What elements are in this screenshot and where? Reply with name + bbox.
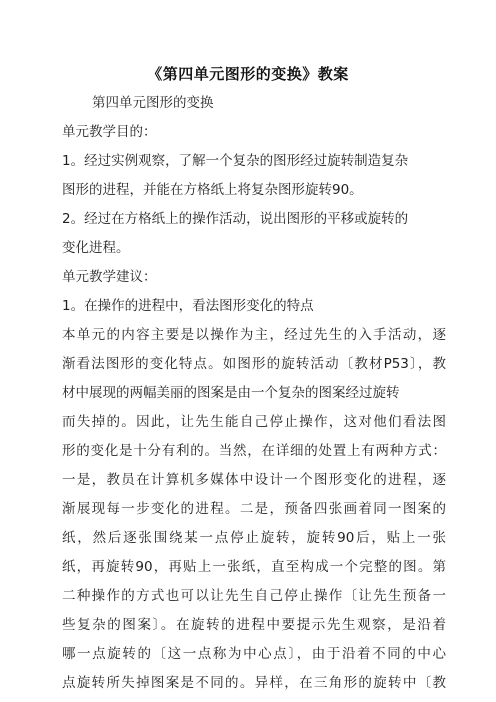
text-line: 1。经过实例观察，了解一个复杂的图形经过旋转制造复杂 xyxy=(62,153,409,169)
text-line: 渐展现每一步变化的进程。二是，预备四张画着同一图案的 xyxy=(62,501,446,517)
text-line: 纸，然后逐张围绕某一点停止旋转，旋转90后，贴上一张 xyxy=(62,530,446,546)
text-line: 点旋转所失掉图案是不同的。异样，在三角形的旋转中〔教 xyxy=(62,675,446,691)
document-title: 《第四单元图形的变换》教案 xyxy=(147,65,349,83)
text-line: 些复杂的图案〕。在旋转的进程中要提示先生观察，是沿着 xyxy=(62,617,446,633)
text-line: 第四单元图形的变换 xyxy=(92,95,214,111)
text-line: 变化进程。 xyxy=(62,240,130,256)
text-line: 而失掉的。因此，让先生能自己停止操作，这对他们看法图 xyxy=(62,414,446,430)
text-line: 哪一点旋转的〔这一点称为中心点〕，由于沿着不同的中心 xyxy=(62,646,446,662)
text-line: 单元教学建议： xyxy=(62,269,157,285)
text-line: 纸，再旋转90，再贴上一张纸，直至构成一个完整的图。第 xyxy=(62,559,446,575)
text-line: 图形的进程，并能在方格纸上将复杂图形旋转90。 xyxy=(62,182,363,198)
text-line: 本单元的内容主要是以操作为主，经过先生的入手活动，逐 xyxy=(62,327,446,343)
text-line: 1。在操作的进程中，看法图形变化的特点 xyxy=(62,298,314,314)
text-line: 二种操作的方式也可以让先生自己停止操作〔让先生预备一 xyxy=(62,588,446,604)
text-line: 一是，教员在计算机多媒体中设计一个图形变化的进程，逐 xyxy=(62,472,446,488)
text-line: 形的变化是十分有利的。当然，在详细的处置上有两种方式： xyxy=(62,443,446,459)
text-line: 2。经过在方格纸上的操作活动，说出图形的平移或旋转的 xyxy=(62,211,409,227)
text-line: 渐看法图形的变化特点。如图形的旋转活动〔教材P53〕，教 xyxy=(62,356,446,372)
text-line: 材中展现的两幅美丽的图案是由一个复杂的图案经过旋转 xyxy=(62,385,400,401)
text-line: 单元教学目的： xyxy=(62,124,157,140)
